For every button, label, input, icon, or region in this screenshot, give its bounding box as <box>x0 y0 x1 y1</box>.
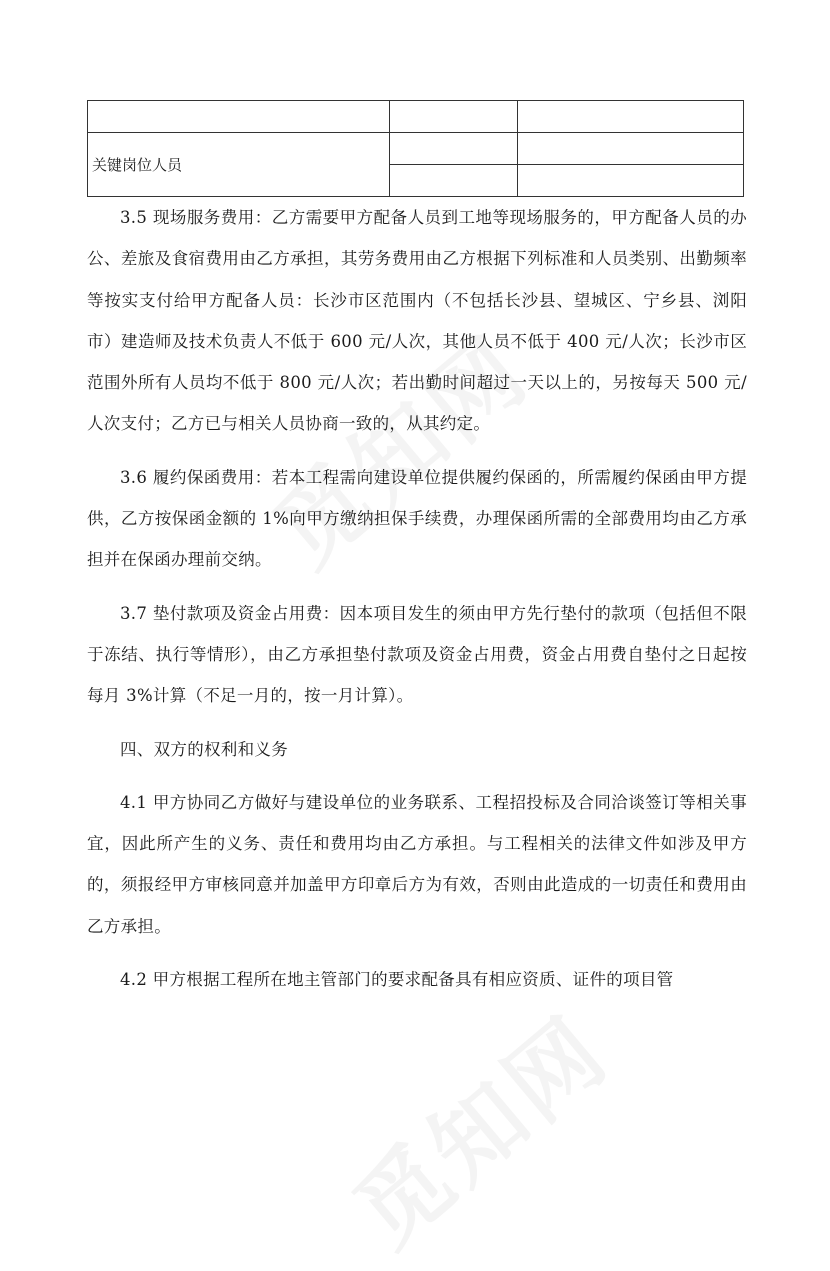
watermark <box>322 981 632 1271</box>
clause-3-7: 3.7 垫付款项及资金占用费：因本项目发生的须由甲方先行垫付的款项（包括但不限于冻结、执行等情形），由乙方承担垫付款项及资金占用费，资金占用费自垫付之日起按每月 3%计算（不足一月的，按一月计算）。 <box>87 603 747 706</box>
table-row <box>88 101 744 133</box>
staff-table <box>87 100 744 197</box>
clause-4-2: 4.2 甲方根据工程所在地主管部门的要求配备具有相应资质、证件的项目管 <box>120 970 674 990</box>
section-heading-rights-obligations: 四、双方的权利和义务 <box>120 739 288 759</box>
table-cell <box>390 133 518 165</box>
clause-4-1: 4.1 甲方协同乙方做好与建设单位的业务联系、工程招投标及合同洽谈签订等相关事宜，因此所产生的义务、责任和费用均由乙方承担。与工程相关的法律文件如涉及甲方的，须报经甲方审核同意并加盖甲方印章后方为有效，否则由此造成的一切责任和费用由乙方承担。 <box>87 792 747 936</box>
key-staff-label: 关键岗位人员 <box>88 133 390 197</box>
table-cell <box>518 165 744 197</box>
clause-3-5: 3.5 现场服务费用：乙方需要甲方配备人员到工地等现场服务的，甲方配备人员的办公、差旅及食宿费用由乙方承担，其劳务费用由乙方根据下列标准和人员类别、出勤频率等按实支付给甲方配备人员：长沙市区范围内（不包括长沙县、望城区、宁乡县、浏阳市）建造师及技术负责人不低于 600 元/人次，其他人员不低于 400 元/人次；长沙市区范围外所有人员均不低于 800 元/人次；若出勤时间超过一天以上的，另按每天 500 元/人次支付；乙方已与相关人员协商一致的，从其约定。 <box>87 208 747 434</box>
table-cell <box>88 101 390 133</box>
table-row <box>88 133 744 165</box>
table-cell <box>390 101 518 133</box>
table-cell <box>390 165 518 197</box>
clause-3-6: 3.6 履约保函费用：若本工程需向建设单位提供履约保函的，所需履约保函由甲方提供，乙方按保函金额的 1%向甲方缴纳担保手续费，办理保函所需的全部费用均由乙方承担并在保函办理前交纳。 <box>87 467 747 570</box>
table-cell <box>518 133 744 165</box>
contract-body <box>87 197 747 1012</box>
table-cell <box>518 101 744 133</box>
